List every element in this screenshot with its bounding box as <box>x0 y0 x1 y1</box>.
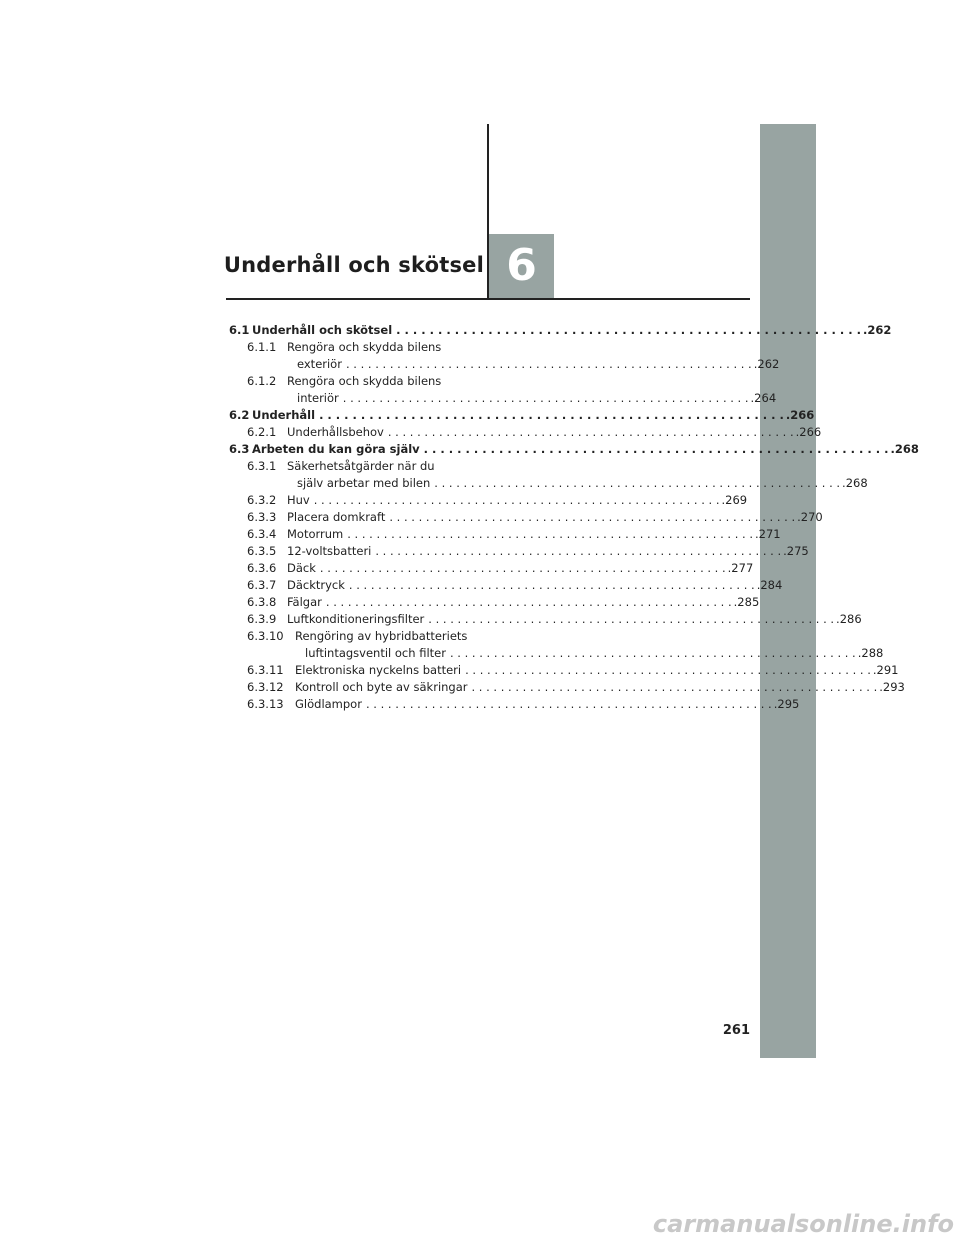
toc-entry-page: .262 <box>753 357 780 371</box>
toc-entry[interactable] <box>229 492 748 509</box>
toc-entry-number: 6.3.5 <box>247 544 277 558</box>
toc-dot-leader <box>339 390 749 407</box>
toc-entry-page: .271 <box>755 527 781 541</box>
toc-entry-page: .269 <box>721 493 748 507</box>
toc-entry-title: Motorrum <box>287 527 344 541</box>
toc-dot-leader <box>345 577 755 594</box>
toc-dot-leader <box>384 424 794 441</box>
header-horizontal-rule <box>226 298 750 300</box>
toc-dot-leader <box>461 662 871 679</box>
toc-entry-number: 6.3.3 <box>247 510 277 524</box>
toc-entry-number: 6.1.2 <box>247 374 277 388</box>
toc-entry-page: .293 <box>879 680 905 694</box>
toc-entry-page: .277 <box>727 561 754 575</box>
toc-entry[interactable] <box>229 543 809 560</box>
toc-dot-leader <box>392 322 861 339</box>
toc-entry-title: 12-voltsbatteri <box>287 544 372 558</box>
toc-entry-title: Rengöra och skydda bilens <box>287 340 442 354</box>
toc-entry-page: .268 <box>890 442 919 456</box>
toc-entry-page: .285 <box>733 595 760 609</box>
chapter-title: Underhåll och skötsel <box>223 253 484 277</box>
toc-dot-leader <box>322 594 732 611</box>
toc-entry-number: 6.3.13 <box>247 697 284 711</box>
toc-entry-page: .270 <box>797 510 823 524</box>
toc-entry-page: .275 <box>783 544 809 558</box>
toc-dot-leader <box>424 611 834 628</box>
toc-entry-title: interiör <box>297 391 339 405</box>
toc-entry-number: 6.2 <box>229 408 250 422</box>
toc-entry-title: Glödlampor <box>295 697 362 711</box>
toc-dot-leader <box>430 475 840 492</box>
watermark: carmanualsonline.info <box>652 1210 954 1238</box>
toc-entry[interactable] <box>229 509 823 526</box>
toc-entry-title: Fälgar <box>287 595 322 609</box>
toc-entry[interactable] <box>229 696 800 713</box>
toc-dot-leader <box>362 696 772 713</box>
toc-entry-number: 6.3.8 <box>247 595 277 609</box>
toc-entry-title: Huv <box>287 493 310 507</box>
toc-entry-number: 6.3.9 <box>247 612 277 626</box>
toc-entry[interactable] <box>229 441 919 458</box>
toc-entry[interactable] <box>229 594 760 611</box>
toc-entry-title: Underhåll <box>252 408 316 422</box>
toc-dot-leader <box>316 560 726 577</box>
page-number: 261 <box>722 1023 750 1038</box>
toc-entry-page: .286 <box>836 612 862 626</box>
toc-entry-title: Säkerhetsåtgärder när du <box>287 459 435 473</box>
toc-entry-number: 6.3.7 <box>247 578 277 592</box>
toc-entry[interactable] <box>229 679 905 696</box>
toc-entry[interactable] <box>229 577 783 594</box>
toc-entry-number: 6.1 <box>229 323 250 337</box>
toc-dot-leader <box>420 441 889 458</box>
toc-entry-title: Elektroniska nyckelns batteri <box>295 663 462 677</box>
toc-entry[interactable] <box>229 662 899 679</box>
toc-entry-page: .264 <box>750 391 777 405</box>
toc-dot-leader <box>446 645 856 662</box>
toc-entry-number: 6.3.10 <box>247 629 284 643</box>
toc-entry-number: 6.1.1 <box>247 340 277 354</box>
toc-entry[interactable] <box>229 560 754 577</box>
toc-dot-leader <box>343 526 753 543</box>
table-of-contents <box>229 322 919 713</box>
toc-entry[interactable] <box>229 526 781 543</box>
toc-dot-leader <box>385 509 795 526</box>
toc-entry[interactable] <box>229 458 868 492</box>
toc-entry-title: Arbeten du kan göra själv <box>252 442 420 456</box>
toc-entry-title: Underhåll och skötsel <box>252 323 393 337</box>
toc-entry-number: 6.3 <box>229 442 250 456</box>
toc-entry-title: Rengöra och skydda bilens <box>287 374 442 388</box>
toc-dot-leader <box>468 679 878 696</box>
toc-entry-title: exteriör <box>297 357 342 371</box>
toc-entry-title: Däcktryck <box>287 578 345 592</box>
toc-entry[interactable] <box>229 407 815 424</box>
toc-entry-page: .262 <box>863 323 892 337</box>
toc-dot-leader <box>310 492 720 509</box>
toc-entry-number: 6.3.2 <box>247 493 277 507</box>
toc-entry-page: .266 <box>795 425 822 439</box>
toc-entry[interactable] <box>229 373 777 407</box>
toc-entry[interactable] <box>229 424 822 441</box>
toc-entry[interactable] <box>229 628 884 662</box>
toc-entry-page: .284 <box>756 578 783 592</box>
toc-entry-number: 6.2.1 <box>247 425 277 439</box>
toc-entry-title: Underhållsbehov <box>287 425 384 439</box>
chapter-number-badge: 6 <box>489 234 554 298</box>
toc-entry-title: själv arbetar med bilen <box>297 476 431 490</box>
toc-entry-title: Rengöring av hybridbatteriets <box>295 629 468 643</box>
toc-entry-number: 6.3.12 <box>247 680 284 694</box>
toc-entry[interactable] <box>229 339 780 373</box>
toc-entry-title: luftintagsventil och filter <box>305 646 446 660</box>
toc-entry-page: .291 <box>872 663 899 677</box>
toc-entry-page: .295 <box>773 697 800 711</box>
toc-dot-leader <box>342 356 752 373</box>
toc-entry-title: Luftkonditioneringsfilter <box>287 612 425 626</box>
toc-entry[interactable] <box>229 322 892 339</box>
toc-entry-number: 6.3.11 <box>247 663 284 677</box>
toc-dot-leader <box>315 407 784 424</box>
toc-entry-title: Placera domkraft <box>287 510 386 524</box>
toc-entry-page: .266 <box>785 408 815 422</box>
toc-entry-number: 6.3.1 <box>247 459 277 473</box>
toc-entry-number: 6.3.4 <box>247 527 277 541</box>
toc-entry-title: Däck <box>287 561 316 575</box>
toc-entry-title: Kontroll och byte av säkringar <box>295 680 468 694</box>
toc-dot-leader <box>371 543 781 560</box>
toc-entry[interactable] <box>229 611 862 628</box>
toc-entry-page: .268 <box>842 476 868 490</box>
toc-entry-number: 6.3.6 <box>247 561 277 575</box>
toc-entry-page: .288 <box>857 646 884 660</box>
